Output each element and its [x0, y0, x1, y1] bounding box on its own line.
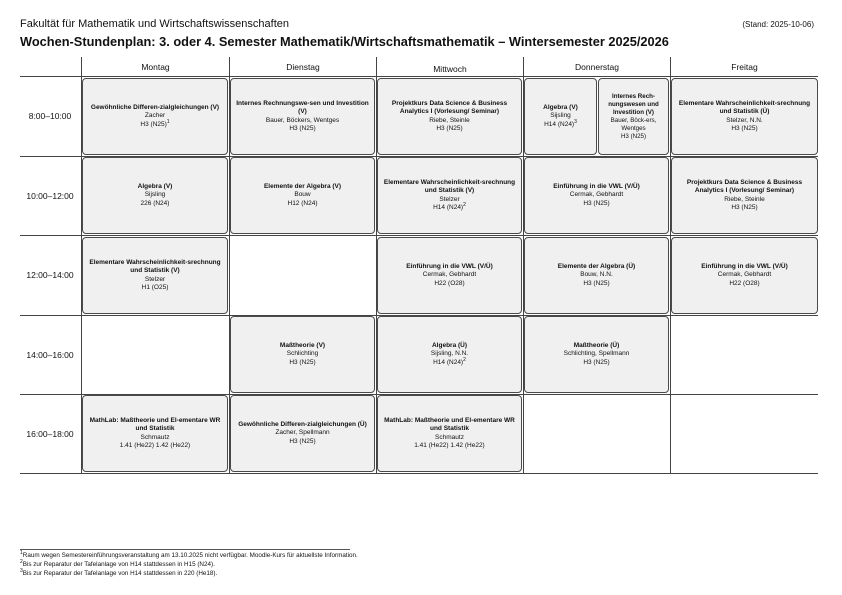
footnote-divider: [20, 549, 350, 550]
course-cell-do1b[interactable]: [598, 78, 669, 155]
time-label: 16:00–18:00: [26, 429, 74, 439]
grid-line-row2: [20, 235, 818, 236]
course-title: Projektkurs Data Science & Business Analytics I (Vorlesung/ Seminar): [391, 99, 508, 116]
course-room: H3 (N25): [289, 437, 316, 445]
course-room: H3 (N25): [289, 124, 316, 132]
course-room: H1 (O25): [141, 283, 169, 291]
course-lecturer: Zacher: [144, 112, 166, 120]
course-cell-mo2[interactable]: [82, 157, 228, 234]
course-room: H22 (O28): [434, 279, 465, 287]
course-room: H22 (O28): [729, 279, 760, 287]
course-cell-fr3[interactable]: [671, 237, 818, 314]
course-lecturer: Riebe, Steinle: [429, 116, 470, 124]
course-lecturer: Sijsling: [144, 191, 166, 199]
course-cell-di1[interactable]: [230, 78, 375, 155]
footnote-item: $^2$Bis zur Reparatur der Tafelanlage von H14 stattdessen in H15 (N24).: [20, 558, 215, 568]
course-cell-mi2[interactable]: [377, 157, 522, 234]
course-cell-fr2[interactable]: [671, 157, 818, 234]
course-title: Elementare Wahrscheinlichkeit-srechnung und Statistik (V): [383, 178, 516, 195]
course-lecturer: Zacher, Spellmann: [275, 429, 330, 437]
day-header-montag: Montag: [141, 62, 170, 72]
course-cell-di5[interactable]: [230, 395, 375, 472]
course-title: Gewöhnliche Differen-zialgleichungen (Ü): [238, 420, 367, 428]
course-cell-do2[interactable]: [524, 157, 669, 234]
course-room: H3 (N25): [289, 358, 316, 366]
course-cell-do4[interactable]: [524, 316, 669, 393]
course-title: Elemente der Algebra (V): [263, 182, 342, 190]
footnotes: [20, 551, 358, 578]
course-room: H3 (N25): [731, 124, 758, 132]
course-title: Elementare Wahrscheinlichkeit-srechnung und Statistik (V): [89, 258, 221, 275]
course-cell-do1a[interactable]: [524, 78, 597, 155]
course-cell-mo5[interactable]: [82, 395, 228, 472]
time-label: 12:00–14:00: [26, 270, 74, 280]
course-title: Gewöhnliche Differen-zialgleichungen (V): [90, 103, 220, 111]
course-lecturer: Bouw, N.N.: [580, 271, 613, 279]
course-room: H3 (N25): [620, 132, 647, 140]
course-title: Einführung in die VWL (V/Ü): [701, 262, 788, 270]
faculty-name: Fakultät für Mathematik und Wirtschaftswissenschaften: [20, 18, 289, 30]
time-label: 8:00–10:00: [28, 111, 72, 121]
footnote-item: $^3$Bis zur Reparatur der Tafelanlage von H14 stattdessen in 220 (He18).: [20, 567, 218, 577]
course-title: Algebra (V): [543, 103, 578, 111]
course-lecturer: Bauer, Böck-ers, Wentges: [610, 116, 657, 132]
course-lecturer: Cermak, Gebhardt: [569, 191, 624, 199]
day-header-dienstag: Dienstag: [286, 62, 320, 72]
course-cell-do3[interactable]: [524, 237, 669, 314]
course-cell-mi5[interactable]: [377, 395, 522, 472]
course-cell-mo1[interactable]: [82, 78, 228, 155]
course-lecturer: Riebe, Steinle: [724, 195, 765, 203]
course-room: H3 (N25): [583, 199, 610, 207]
course-lecturer: Stelzer, N.N.: [726, 116, 763, 124]
course-lecturer: Cermak, Gebhardt: [717, 271, 772, 279]
course-cell-mi4[interactable]: [377, 316, 522, 393]
course-room: H14 $(N24)^2$: [433, 356, 466, 366]
course-title: Internes Rechnungswe-sen und Investition (V): [236, 99, 369, 116]
time-label: 10:00–12:00: [26, 191, 74, 201]
course-title: MathLab: Maßtheorie und El-ementare WR und Statistik: [89, 416, 221, 433]
course-room: H3 (N25): [583, 279, 610, 287]
course-lecturer: Stelzer: [144, 275, 166, 283]
course-cell-mi3[interactable]: [377, 237, 522, 314]
course-title: Maßtheorie (Ü): [573, 341, 620, 349]
course-lecturer: Schlichting, Spellmann: [563, 350, 630, 358]
grid-line-bottom: [20, 473, 818, 474]
page-title: Wochen-Stundenplan: 3. oder 4. Semester Mathematik/Wirtschaftsmathematik – Wintersemester 2025/2026: [20, 34, 669, 49]
course-room: H14 $(N24)^3$: [544, 118, 577, 128]
course-title: Algebra (Ü): [431, 341, 468, 349]
course-room: H14 $(N24)^2$: [433, 201, 466, 211]
course-title: Projektkurs Data Science & Business Analytics I (Vorlesung/ Seminar): [686, 178, 803, 195]
course-cell-di4[interactable]: [230, 316, 375, 393]
day-header-freitag: Freitag: [731, 62, 758, 72]
course-title: MathLab: Maßtheorie und El-ementare WR und Statistik: [384, 416, 515, 433]
course-room: H3 (N25): [731, 203, 758, 211]
day-header-donnerstag: Donnerstag: [575, 62, 619, 72]
course-room: H3 (N25): [583, 358, 610, 366]
status-date: (Stand: 2025-10-06): [742, 20, 814, 29]
course-lecturer: Stelzer: [439, 195, 460, 203]
course-lecturer: Sijsling: [550, 112, 571, 120]
course-lecturer: Sijsling, N.N.: [430, 350, 469, 358]
course-title: Internes Rech-nungswesen und Investition (V): [608, 92, 659, 116]
course-title: Elemente der Algebra (Ü): [557, 262, 636, 270]
course-room: H3 $(N25)^1$: [140, 118, 170, 128]
course-room: 226 (N24): [140, 199, 170, 207]
course-room: 1.41 (He22) 1.42 (He22): [119, 441, 191, 449]
course-title: Elementare Wahrscheinlichkeit-srechnung und Statistik (Ü): [678, 99, 811, 116]
day-header-mittwoch: Mittwoch: [433, 64, 467, 74]
course-title: Einführung in die VWL (V/Ü): [406, 262, 493, 270]
course-title: Einführung in die VWL (V/Ü): [553, 182, 640, 190]
course-cell-fr1[interactable]: [671, 78, 818, 155]
course-title: Algebra (V): [137, 182, 173, 190]
course-lecturer: Schmautz: [435, 433, 464, 441]
course-lecturer: Bauer, Böckers, Wentges: [265, 116, 340, 124]
course-cell-di2[interactable]: [230, 157, 375, 234]
course-cell-mo3[interactable]: [82, 237, 228, 314]
course-room: 1.41 (He22) 1.42 (He22): [414, 441, 485, 449]
course-lecturer: Schlichting: [286, 350, 319, 358]
course-lecturer: Cermak, Gebhardt: [422, 271, 477, 279]
course-lecturer: Schmautz: [140, 433, 170, 441]
course-cell-mi1[interactable]: [377, 78, 522, 155]
time-label: 14:00–16:00: [26, 350, 74, 360]
course-title: Maßtheorie (V): [279, 341, 326, 349]
course-room: H12 (N24): [287, 199, 318, 207]
course-lecturer: Bouw: [294, 191, 311, 199]
footnote-item: $^1$Raum wegen Semestereinführungsveranstaltung am 13.10.2025 nicht verfügbar. Moodle-Kurs für aktuellste Information.: [20, 549, 358, 559]
course-room: H3 (N25): [436, 124, 463, 132]
